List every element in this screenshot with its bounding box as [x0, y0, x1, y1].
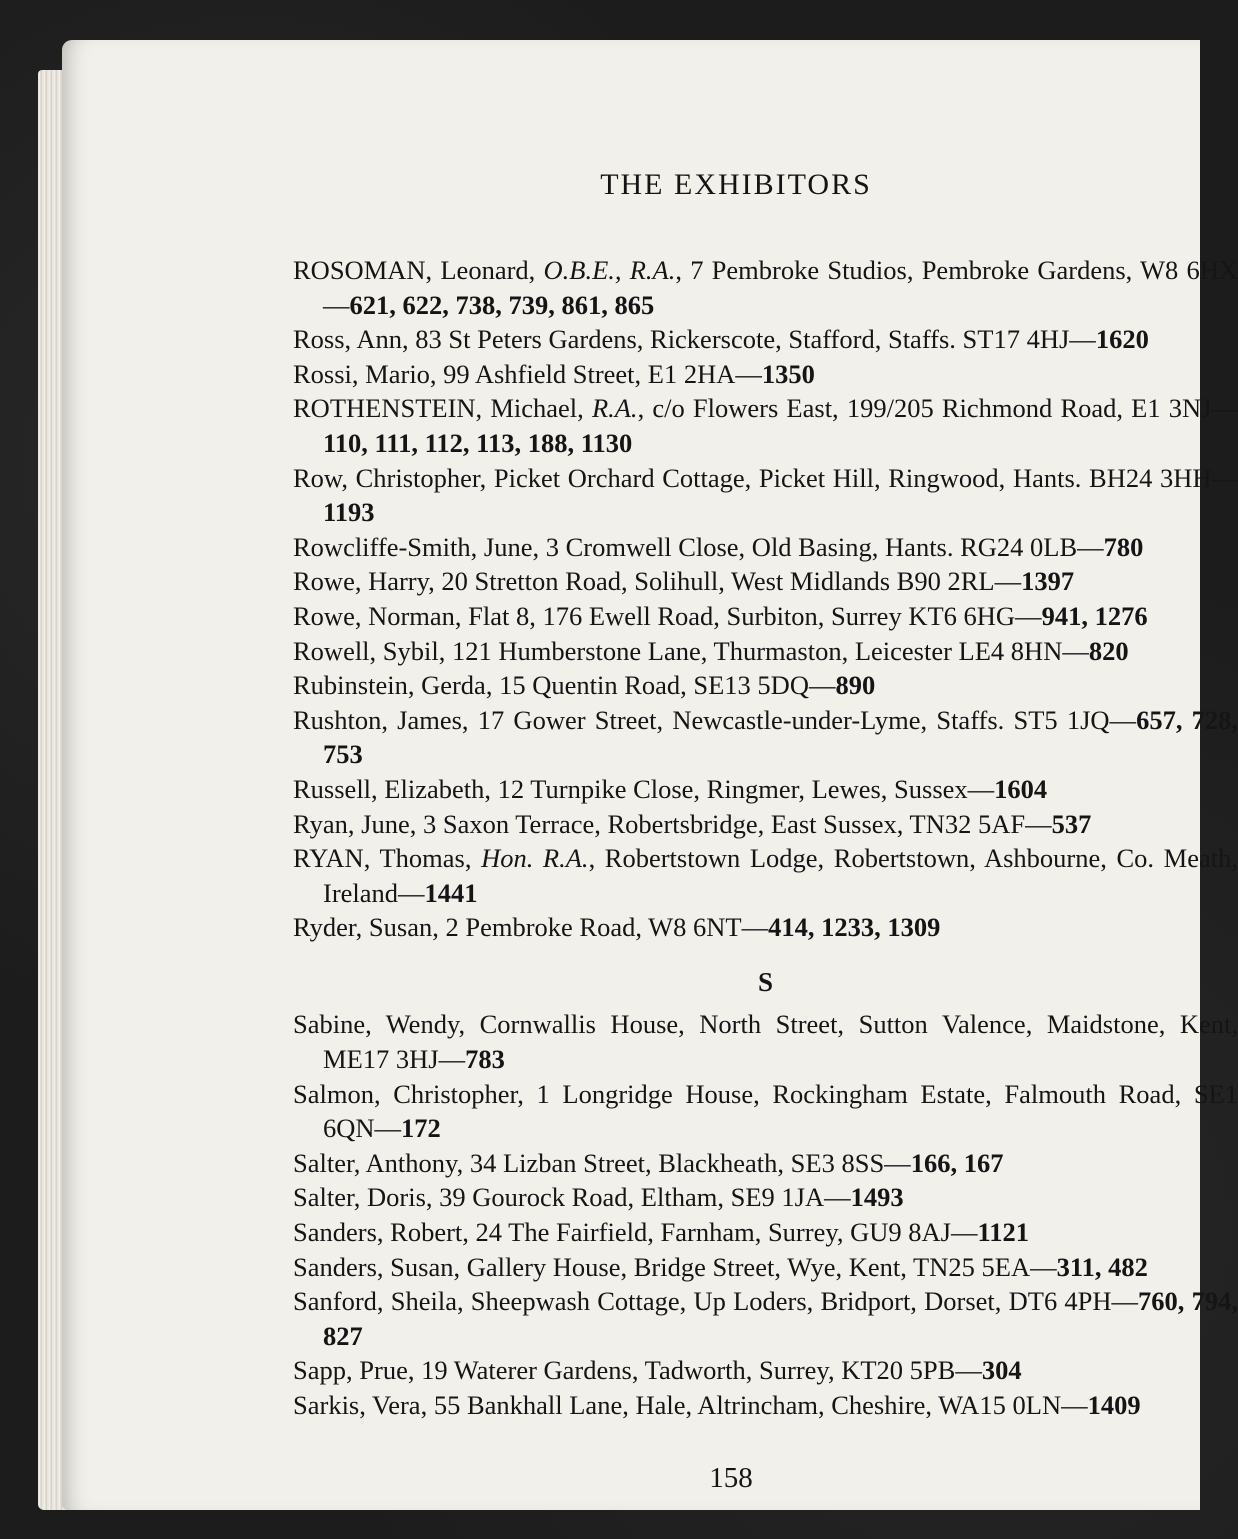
- entry-pre: Rushton, James, 17 Gower Street, Newcastle-under-Lyme, Staffs. ST5 1JQ—: [293, 704, 1137, 735]
- entry-pre: Sapp, Prue, 19 Waterer Gardens, Tadworth, Surrey, KT20 5PB—: [293, 1355, 982, 1386]
- entry-nums: 110, 111, 112, 113, 188, 1130: [323, 427, 633, 458]
- entry-nums: 657, 728, 753: [323, 704, 1238, 770]
- entry-nums: 621, 622, 738, 739, 861, 865: [349, 289, 655, 320]
- exhibitor-entry: [293, 1007, 1238, 1076]
- entry-nums: 820: [1088, 635, 1129, 666]
- entry-pre: Rowell, Sybil, 121 Humberstone Lane, Thurmaston, Leicester LE4 8HN—: [293, 635, 1089, 666]
- entry-pre: Ryan, June, 3 Saxon Terrace, Robertsbridge, East Sussex, TN32 5AF—: [293, 808, 1052, 839]
- entry-nums: 414, 1233, 1309: [768, 912, 941, 943]
- exhibitor-entry: [293, 634, 1238, 669]
- exhibitor-entry: [293, 1180, 1238, 1215]
- exhibitor-entry: [293, 772, 1238, 807]
- entries-r: [293, 253, 1238, 945]
- section-letter: S: [757, 966, 774, 997]
- entry-pre: ROSOMAN, Leonard,: [293, 255, 544, 285]
- entry-nums: 311, 482: [1056, 1251, 1148, 1282]
- entry-nums: 1604: [994, 773, 1048, 804]
- entry-ital: Hon. R.A.: [481, 843, 589, 874]
- entry-post: , c/o Flowers East, 199/205 Richmond Road, E1 3NJ—: [637, 393, 1238, 424]
- entry-nums: 172: [401, 1113, 441, 1144]
- entry-ital: O.B.E., R.A.: [543, 255, 676, 285]
- exhibitor-entry: [293, 253, 1238, 322]
- exhibitor-entry: [293, 391, 1238, 460]
- entry-pre: Salter, Anthony, 34 Lizban Street, Blackheath, SE3 8SS—: [293, 1147, 911, 1178]
- entry-ital: R.A.: [591, 393, 638, 424]
- entry-nums: 941, 1276: [1041, 600, 1148, 631]
- page-number: 158: [709, 1462, 753, 1494]
- entry-nums: 1193: [323, 497, 375, 528]
- entry-pre: Rubinstein, Gerda, 15 Quentin Road, SE13 5DQ—: [293, 670, 836, 701]
- exhibitor-entry: [293, 564, 1238, 599]
- entry-nums: 1620: [1095, 324, 1149, 355]
- entry-nums: 1409: [1087, 1390, 1141, 1420]
- exhibitor-entry: [293, 703, 1238, 772]
- exhibitor-entry: [293, 841, 1238, 910]
- exhibitor-entry: [293, 1250, 1238, 1285]
- running-head: THE EXHIBITORS: [600, 168, 872, 201]
- entry-pre: Russell, Elizabeth, 12 Turnpike Close, Ringmer, Lewes, Sussex—: [293, 773, 995, 804]
- exhibitor-entry: [293, 910, 1238, 945]
- exhibitor-entry: [293, 1388, 1238, 1423]
- entry-nums: 780: [1103, 531, 1144, 562]
- entries-s: [293, 1007, 1238, 1422]
- entry-nums: 1397: [1021, 566, 1075, 597]
- exhibitor-entry: [293, 807, 1238, 842]
- exhibitor-entry: [293, 530, 1238, 565]
- entry-pre: Sarkis, Vera, 55 Bankhall Lane, Hale, Altrincham, Cheshire, WA15 0LN—: [293, 1390, 1088, 1420]
- exhibitor-entry: [293, 1353, 1238, 1388]
- entry-nums: 1121: [977, 1217, 1030, 1248]
- exhibitor-entry: [293, 322, 1238, 357]
- exhibitor-entry: [293, 1215, 1238, 1250]
- entry-pre: RYAN, Thomas,: [293, 843, 482, 874]
- entry-pre: Rowe, Norman, Flat 8, 176 Ewell Road, Surbiton, Surrey KT6 6HG—: [293, 600, 1042, 631]
- entry-pre: ROTHENSTEIN, Michael,: [293, 393, 592, 424]
- entry-post: , Robertstown Lodge, Robertstown, Ashbourne, Co. Meath, Ireland—: [323, 843, 1238, 908]
- entry-nums: 1493: [850, 1182, 904, 1213]
- entry-pre: Rossi, Mario, 99 Ashfield Street, E1 2HA—: [293, 358, 762, 389]
- entry-pre: Salmon, Christopher, 1 Longridge House, Rockingham Estate, Falmouth Road, SE1 6QN—: [293, 1078, 1238, 1144]
- entry-pre: Salter, Doris, 39 Gourock Road, Eltham, SE9 1JA—: [293, 1182, 851, 1213]
- entry-nums: 1441: [424, 877, 478, 908]
- entry-nums: 166, 167: [910, 1147, 1004, 1178]
- entry-pre: Sabine, Wendy, Cornwallis House, North Street, Sutton Valence, Maidstone, Kent, ME17 3HJ—: [293, 1009, 1238, 1075]
- exhibitor-entry: [293, 357, 1238, 392]
- exhibitor-entry: [293, 461, 1238, 530]
- entry-pre: Ryder, Susan, 2 Pembroke Road, W8 6NT—: [293, 912, 769, 943]
- entry-nums: 537: [1051, 808, 1092, 839]
- entry-nums: 760, 794, 827: [323, 1286, 1238, 1351]
- exhibitor-list: [293, 253, 1238, 1423]
- entry-nums: 304: [981, 1355, 1022, 1386]
- entry-nums: 1350: [761, 358, 815, 389]
- entry-pre: Rowe, Harry, 20 Stretton Road, Solihull, West Midlands B90 2RL—: [293, 566, 1022, 597]
- entry-pre: Ross, Ann, 83 St Peters Gardens, Rickerscote, Stafford, Staffs. ST17 4HJ—: [293, 324, 1096, 355]
- entry-pre: Sanders, Susan, Gallery House, Bridge Street, Wye, Kent, TN25 5EA—: [293, 1251, 1057, 1282]
- exhibitor-entry: [293, 1284, 1238, 1353]
- book-page: [62, 40, 1238, 1510]
- entry-nums: 890: [835, 670, 876, 701]
- exhibitor-entry: [293, 1077, 1238, 1146]
- entry-nums: 783: [465, 1044, 505, 1075]
- exhibitor-entry: [293, 668, 1238, 703]
- entry-pre: Sanford, Sheila, Sheepwash Cottage, Up Loders, Bridport, Dorset, DT6 4PH—: [293, 1286, 1139, 1317]
- exhibitor-entry: [293, 599, 1238, 634]
- entry-pre: Sanders, Robert, 24 The Fairfield, Farnham, Surrey, GU9 8AJ—: [293, 1217, 978, 1248]
- exhibitor-entry: [293, 1146, 1238, 1181]
- entry-pre: Rowcliffe-Smith, June, 3 Cromwell Close, Old Basing, Hants. RG24 0LB—: [293, 531, 1104, 562]
- entry-post: , 7 Pembroke Studios, Pembroke Gardens, W8 6HX—: [323, 255, 1238, 320]
- entry-pre: Row, Christopher, Picket Orchard Cottage, Picket Hill, Ringwood, Hants. BH24 3HH—: [293, 462, 1238, 493]
